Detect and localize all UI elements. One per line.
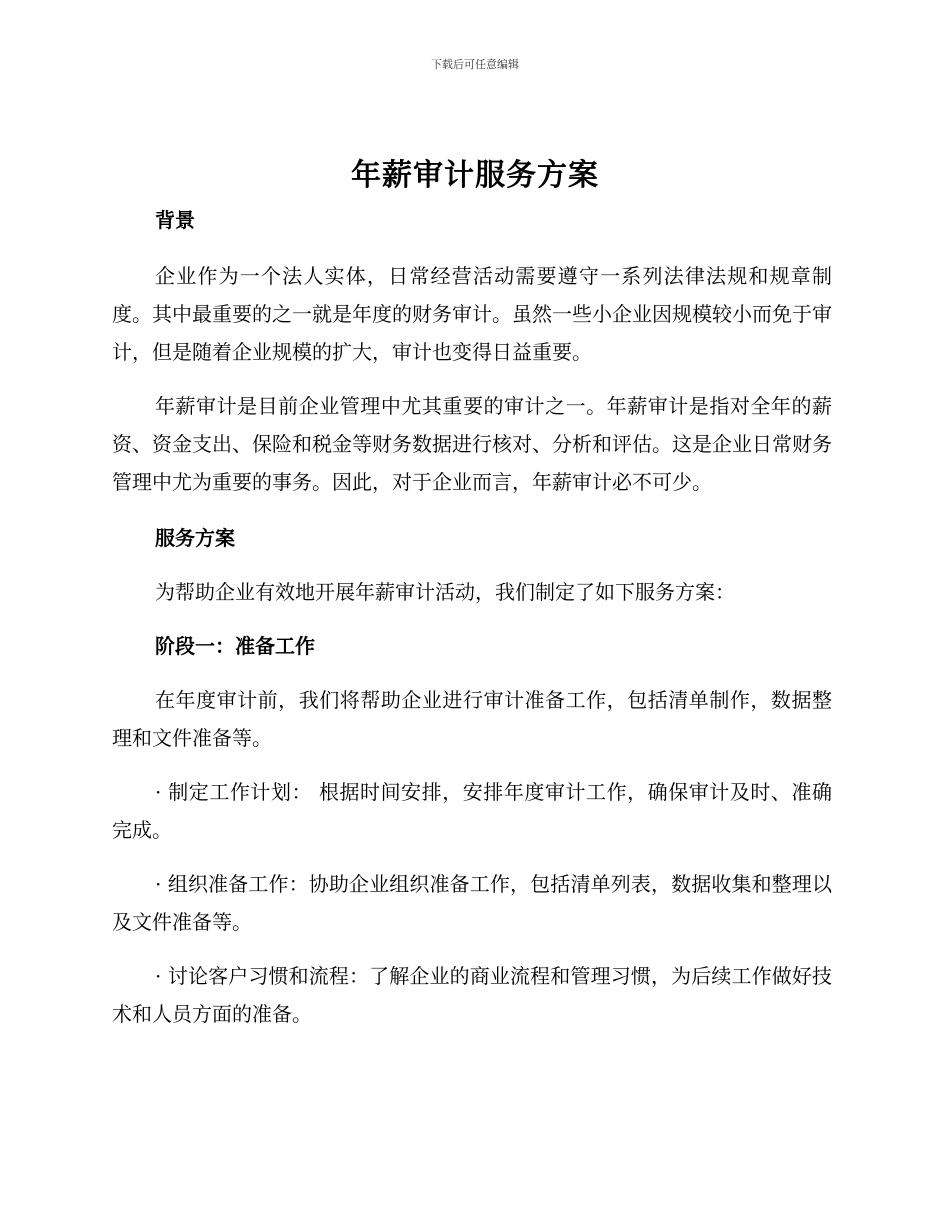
header-note: 下载后可任意编辑 — [431, 58, 519, 71]
document-body — [112, 201, 832, 1033]
paragraph-background-1: 企业作为一个法人实体，日常经营活动需要遵守一系列法律法规和规章制度。其中最重要的之一就是年度的财务审计。虽然一些小企业因规模较小而免于审计，但是随着企业规模的扩大，审计也变得日益重要。 — [112, 264, 832, 364]
bullet-item-discuss: · 讨论客户习惯和流程：了解企业的商业流程和管理习惯，为后续工作做好技术和人员方面的准备。 — [112, 964, 832, 1026]
document-title: 年薪审计服务方案 — [351, 158, 599, 193]
section-heading-service: 服务方案 — [155, 526, 235, 550]
bullet-item-organize: · 组织准备工作：协助企业组织准备工作，包括清单列表，数据收集和整理以及文件准备等。 — [112, 872, 832, 934]
section-heading-stage1: 阶段一：准备工作 — [155, 634, 315, 658]
bullet-item-plan: · 制定工作计划： 根据时间安排，安排年度审计工作，确保审计及时、准确完成。 — [112, 780, 832, 842]
paragraph-stage1-intro: 在年度审计前，我们将帮助企业进行审计准备工作，包括清单制作，数据整理和文件准备等。 — [112, 688, 832, 750]
section-heading-background: 背景 — [155, 208, 195, 232]
paragraph-service-intro: 为帮助企业有效地开展年薪审计活动，我们制定了如下服务方案： — [155, 580, 735, 604]
paragraph-background-2: 年薪审计是目前企业管理中尤其重要的审计之一。年薪审计是指对全年的薪资、资金支出、保险和税金等财务数据进行核对、分析和评估。这是企业日常财务管理中尤为重要的事务。因此，对于企业而言，年薪审计必不可少。 — [112, 394, 832, 494]
